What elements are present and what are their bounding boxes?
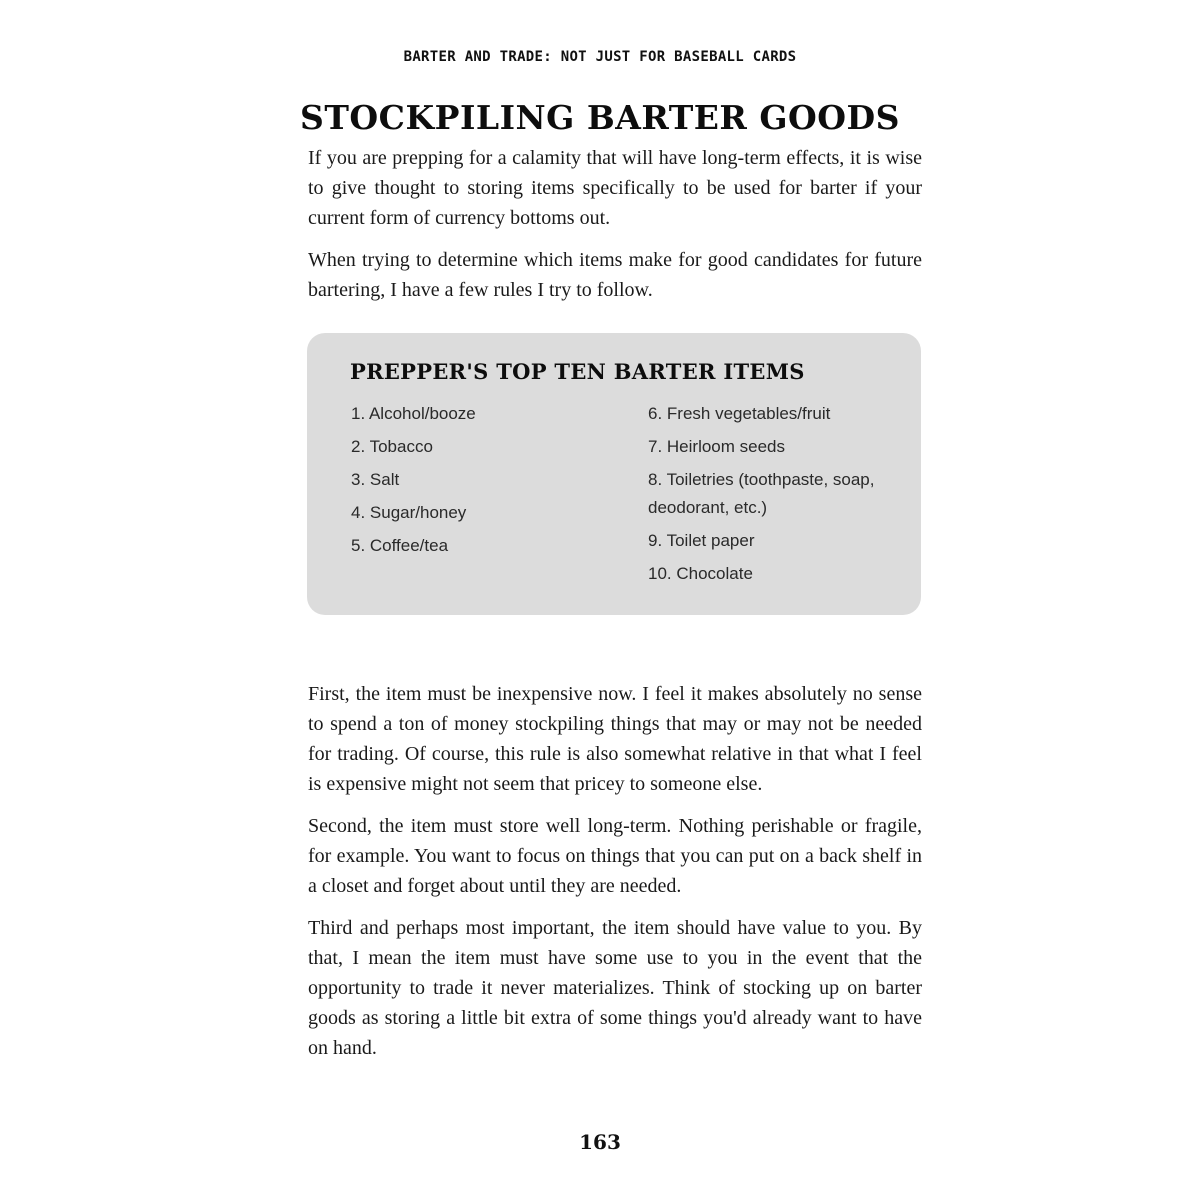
running-head: BARTER AND TRADE: NOT JUST FOR BASEBALL CARDS	[403, 49, 797, 65]
body-paragraph: If you are prepping for a calamity that will have long-term effects, it is wise to give thought to storing items specifically to be used for barter if your current form of currency bottoms out.	[308, 147, 922, 229]
list-item: 4. Sugar/honey	[351, 503, 467, 522]
body-paragraph: Third and perhaps most important, the item should have value to you. By that, I mean the item must have some use to you in the event that the opportunity to trade it never materializes. Think of stocking up on barter goods as storing a little bit extra of some things you'd already want to have on hand.	[308, 917, 922, 1059]
list-item: 7. Heirloom seeds	[648, 437, 786, 456]
list-item: 8. Toiletries (toothpaste, soap, deodorant, etc.)	[648, 470, 875, 517]
barter-list-left	[351, 400, 611, 565]
section-title: STOCKPILING BARTER GOODS	[300, 98, 900, 137]
list-item: 10. Chocolate	[648, 564, 753, 583]
body-paragraph: First, the item must be inexpensive now. I feel it makes absolutely no sense to spend a ton of money stockpiling things that may or may not be needed for trading. Of course, this rule is also somewhat relative in that what I feel is expensive might not seem that pricey to someone else.	[308, 683, 922, 795]
barter-list-right	[648, 400, 888, 593]
list-item: 3. Salt	[351, 470, 400, 489]
list-item: 1. Alcohol/booze	[351, 404, 476, 423]
list-item: 6. Fresh vegetables/fruit	[648, 404, 831, 423]
list-item: 2. Tobacco	[351, 437, 433, 456]
body-paragraph: Second, the item must store well long-term. Nothing perishable or fragile, for example. You want to focus on things that you can put on a back shelf in a closet and forget about until they are needed.	[308, 815, 922, 897]
page-number: 163	[579, 1130, 621, 1154]
list-item: 5. Coffee/tea	[351, 536, 449, 555]
body-paragraph: When trying to determine which items make for good candidates for future bartering, I have a few rules I try to follow.	[308, 249, 922, 301]
sidebar-title: PREPPER'S TOP TEN BARTER ITEMS	[350, 359, 805, 384]
list-item: 9. Toilet paper	[648, 531, 755, 550]
barter-items-sidebar	[307, 333, 921, 615]
